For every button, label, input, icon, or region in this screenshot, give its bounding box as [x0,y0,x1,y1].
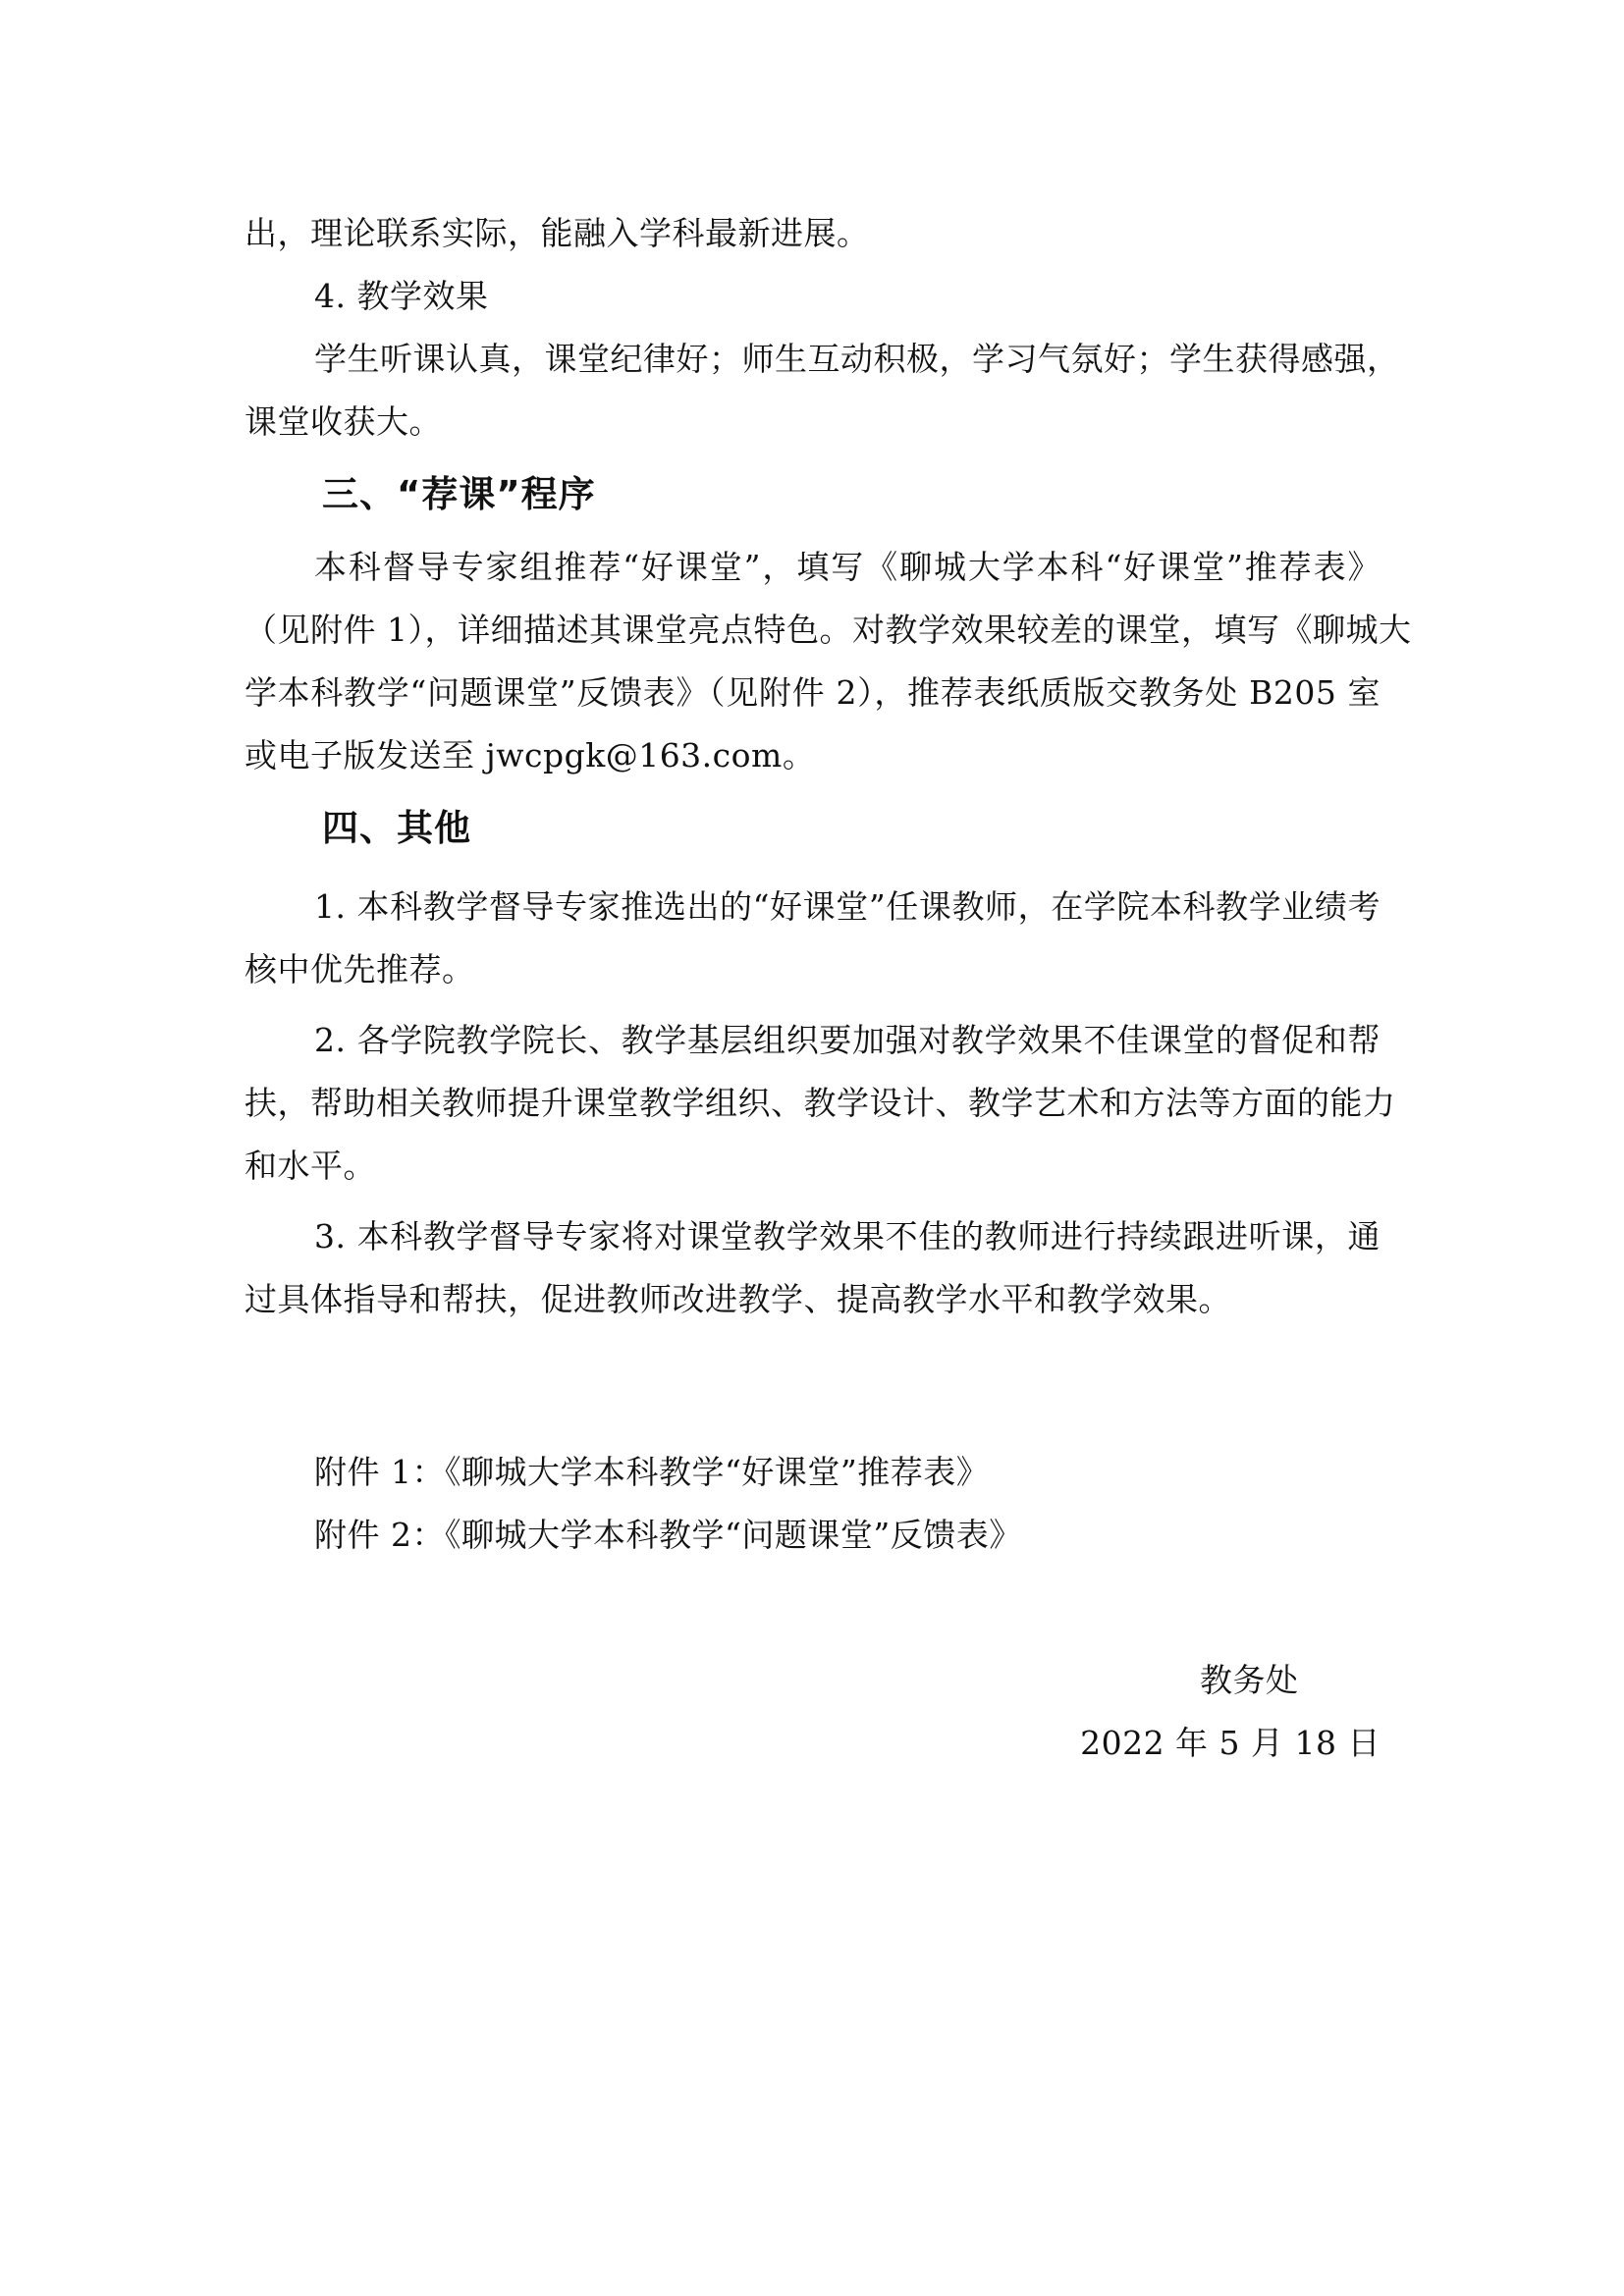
paragraph-line: 课堂收获大。 [244,402,442,441]
paragraph-line: 学本科教学“问题课堂”反馈表》（见附件 2），推荐表纸质版交教务处 B205 室 [244,673,1380,712]
section-heading-recommend-procedure: 三、“荐课”程序 [322,473,596,515]
attachment-2: 附件 2：《聊城大学本科教学“问题课堂”反馈表》 [314,1516,1022,1554]
paragraph-line: 或电子版发送至 jwcpgk@163.com。 [244,736,816,774]
paragraph-line: （见附件 1），详细描述其课堂亮点特色。对教学效果较差的课堂，填写《聊城大 [244,611,1412,649]
paragraph-line: 扶，帮助相关教师提升课堂教学组织、教学设计、教学艺术和方法等方面的能力 [244,1084,1396,1122]
paragraph-line: 1. 本科教学督导专家推选出的“好课堂”任课教师，在学院本科教学业绩考 [314,887,1380,926]
paragraph-line: 学生听课认真，课堂纪律好；师生互动积极，学习气氛好；学生获得感强， [314,340,1400,378]
paragraph-line: 本科督导专家组推荐“好课堂”，填写《聊城大学本科“好课堂”推荐表》 [314,548,1380,586]
paragraph-line: 核中优先推荐。 [244,950,475,988]
paragraph-line: 和水平。 [244,1147,376,1185]
paragraph-line: 2. 各学院教学院长、教学基层组织要加强对教学效果不佳课堂的督促和帮 [314,1021,1380,1059]
attachment-1: 附件 1：《聊城大学本科教学“好课堂”推荐表》 [314,1453,990,1491]
paragraph-line: 3. 本科教学督导专家将对课堂教学效果不佳的教师进行持续跟进听课，通 [314,1217,1380,1255]
section-heading-other: 四、其他 [322,807,471,849]
paragraph-line: 出，理论联系实际，能融入学科最新进展。 [244,214,870,252]
paragraph-line: 过具体指导和帮扶，促进教师改进教学、提高教学水平和教学效果。 [244,1280,1231,1318]
issue-date: 2022 年 5 月 18 日 [1080,1724,1380,1762]
subheading-teaching-effect: 4. 教学效果 [314,277,489,315]
issuing-office: 教务处 [1200,1661,1299,1699]
